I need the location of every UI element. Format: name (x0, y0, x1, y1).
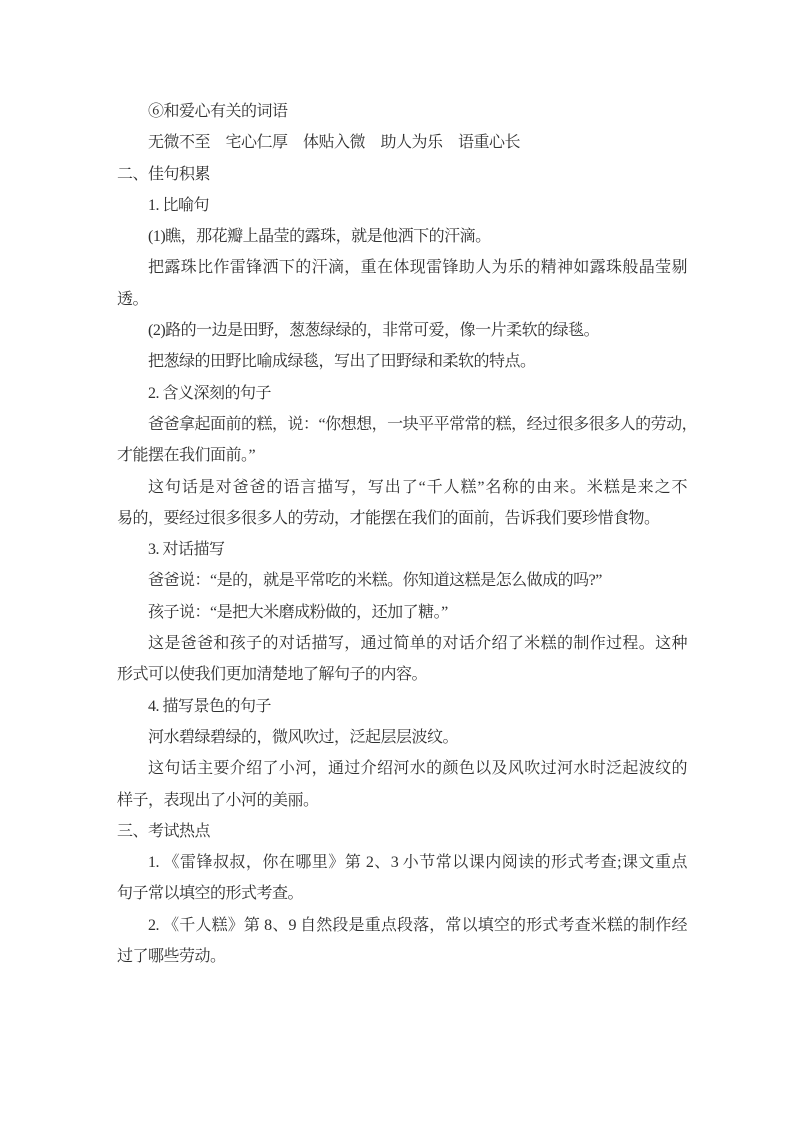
list-item (117, 96, 687, 127)
text-line: 句子常以填空的形式考查。 (117, 885, 304, 903)
sub-heading (117, 534, 687, 565)
text-line: 这句话主要介绍了小河，通过介绍河水的颜色以及风吹过河水时泛起波纹的 (148, 760, 687, 778)
text-line: (2)路的一边是田野，葱葱绿绿的，非常可爱，像一片柔软的绿毯。 (148, 322, 600, 340)
text-line: 易的，要经过很多很多人的劳动，才能摆在我们的面前，告诉我们要珍惜食物。 (117, 509, 660, 527)
body-text (117, 910, 687, 973)
body-text (117, 221, 687, 252)
text-line: 1. 《雷锋叔叔，你在哪里》第 2、3 小节常以课内阅读的形式考查;课文重点 (148, 854, 687, 872)
text-line: 才能摆在我们面前。” (117, 447, 256, 465)
text-line: 1. 比喻句 (148, 196, 210, 214)
body-text (117, 597, 687, 628)
text-line: 二、佳句积累 (117, 165, 211, 183)
body-text (117, 628, 687, 691)
body-text (117, 565, 687, 596)
text-line: 3. 对话描写 (148, 541, 225, 559)
text-line: 过了哪些劳动。 (117, 948, 226, 966)
text-line: 样子，表现出了小河的美丽。 (117, 791, 319, 809)
body-text (117, 472, 687, 535)
text-line: 爸爸说：“是的，就是平常吃的米糕。你知道这糕是怎么做成的吗?” (148, 572, 602, 590)
body-text (117, 847, 687, 910)
text-line: 这是爸爸和孩子的对话描写，通过简单的对话介绍了米糕的制作过程。这种 (148, 635, 687, 653)
text-line: 2. 含义深刻的句子 (148, 384, 272, 402)
text-line: 三、考试热点 (117, 822, 211, 840)
section-heading (117, 816, 687, 847)
body-text (117, 409, 698, 472)
sub-heading (117, 691, 687, 722)
text-line: 孩子说：“是把大米磨成粉做的，还加了糖。” (148, 603, 448, 621)
body-text (117, 315, 687, 346)
text-line: 形式可以使我们更加清楚地了解句子的内容。 (117, 666, 428, 684)
text-line: 河水碧绿碧绿的，微风吹过，泛起层层波纹。 (148, 728, 459, 746)
text-line: 4. 描写景色的句子 (148, 697, 272, 715)
text-line: 把葱绿的田野比喻成绿毯，写出了田野绿和柔软的特点。 (148, 353, 536, 371)
text-line: 爸爸拿起面前的糕，说：“你想想，一块平平常常的糕，经过很多很多人的劳动， (148, 415, 698, 433)
text-line: 这句话是对爸爸的语言描写，写出了“千人糕”名称的由来。米糕是来之不 (148, 478, 687, 496)
sub-heading (117, 378, 687, 409)
text-line: (1)瞧，那花瓣上晶莹的露珠，就是他洒下的汗滴。 (148, 228, 491, 246)
text-line: 把露珠比作雷锋洒下的汗滴，重在体现雷锋助人为乐的精神如露珠般晶莹剔 (148, 259, 687, 277)
document-body (117, 96, 698, 972)
word-list (117, 127, 687, 158)
section-heading (117, 159, 687, 190)
body-text (117, 722, 687, 753)
text-line: 2. 《千人糕》第 8、9 自然段是重点段落，常以填空的形式考查米糕的制作经 (148, 916, 687, 934)
body-text (117, 753, 687, 816)
body-text (117, 346, 687, 377)
text-line: 无微不至 宅心仁厚 体贴入微 助人为乐 语重心长 (148, 134, 521, 152)
sub-heading (117, 190, 687, 221)
body-text (117, 252, 687, 315)
text-line: ⑥和爱心有关的词语 (148, 103, 288, 120)
text-line: 透。 (117, 290, 149, 308)
